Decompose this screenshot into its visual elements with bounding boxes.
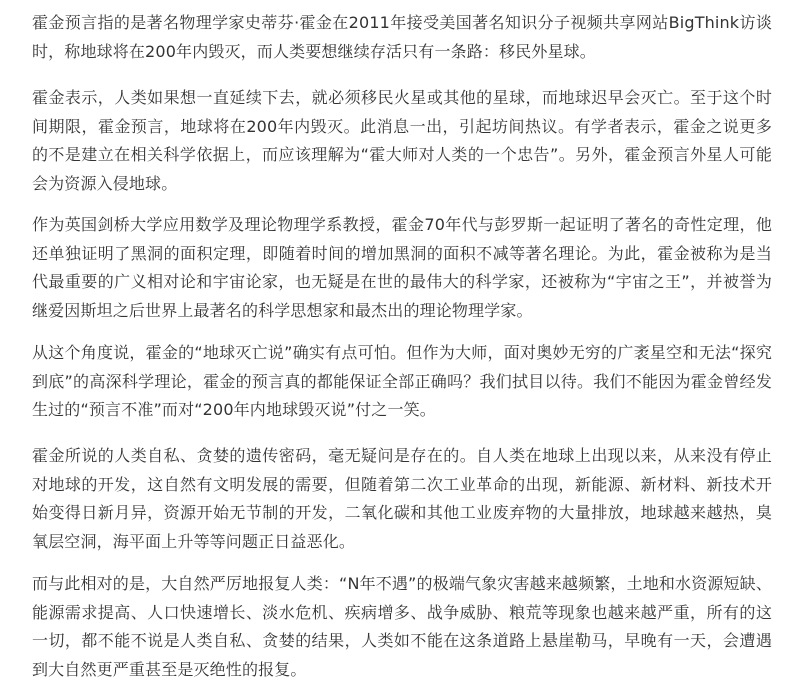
paragraph-2: 霍金表示，人类如果想一直延续下去，就必须移民火星或其他的星球，而地球迟早会灭亡。至于这个时间期限，霍金预言，地球将在200年内毁灭。此消息一出，引起坊间热议。有学者表示，霍金之说更多的不是建立在相关科学依据上，而应该理解为“霍大师对人类的一个忠告”。另外，霍金预言外星人可能会为资源入侵地球。 <box>32 88 772 193</box>
paragraph-1: 霍金预言指的是著名物理学家史蒂芬·霍金在2011年接受美国著名知识分子视频共享网站BigThink访谈时，称地球将在200年内毁灭，而人类要想继续存活只有一条路：移民外星球。 <box>32 13 772 61</box>
paragraph-3: 作为英国剑桥大学应用数学及理论物理学系教授，霍金70年代与彭罗斯一起证明了著名的奇性定理，他还单独证明了黑洞的面积定理，即随着时间的增加黑洞的面积不减等著名理论。为此，霍金被称为是当代最重要的广义相对论和宇宙论家，也无疑是在世的最伟大的科学家，还被称为“宇宙之王”，并被誉为继爱因斯坦之后世界上最著名的科学思想家和最杰出的理论物理学家。 <box>32 215 772 320</box>
paragraph-4: 从这个角度说，霍金的“地球灭亡说”确实有点可怕。但作为大师，面对奥妙无穷的广袤星空和无法“探究到底”的高深科学理论，霍金的预言真的都能保证全部正确吗？我们拭目以待。我们不能因为霍金曾经发生过的“预言不准”而对“200年内地球毁灭说”付之一笑。 <box>32 343 772 419</box>
paragraph-6: 而与此相对的是，大自然严厉地报复人类：“N年不遇”的极端气象灾害越来越频繁，土地和水资源短缺、能源需求提高、人口快速增长、淡水危机、疾病增多、战争威胁、粮荒等现象也越来越严重，所有的这一切，都不能不说是人类自私、贪婪的结果，人类如不能在这条道路上悬崖勒马，早晚有一天，会遭遇到大自然更严重甚至是灭绝性的报复。 <box>32 574 772 679</box>
paragraph-5: 霍金所说的人类自私、贪婪的遗传密码，毫无疑问是存在的。自人类在地球上出现以来，从来没有停止对地球的开发，这自然有文明发展的需要，但随着第二次工业革命的出现，新能源、新材料、新技术开始变得日新月异，资源开始无节制的开发，二氧化碳和其他工业废弃物的大量排放，地球越来越热，臭氧层空洞，海平面上升等等问题正日益恶化。 <box>32 446 772 551</box>
